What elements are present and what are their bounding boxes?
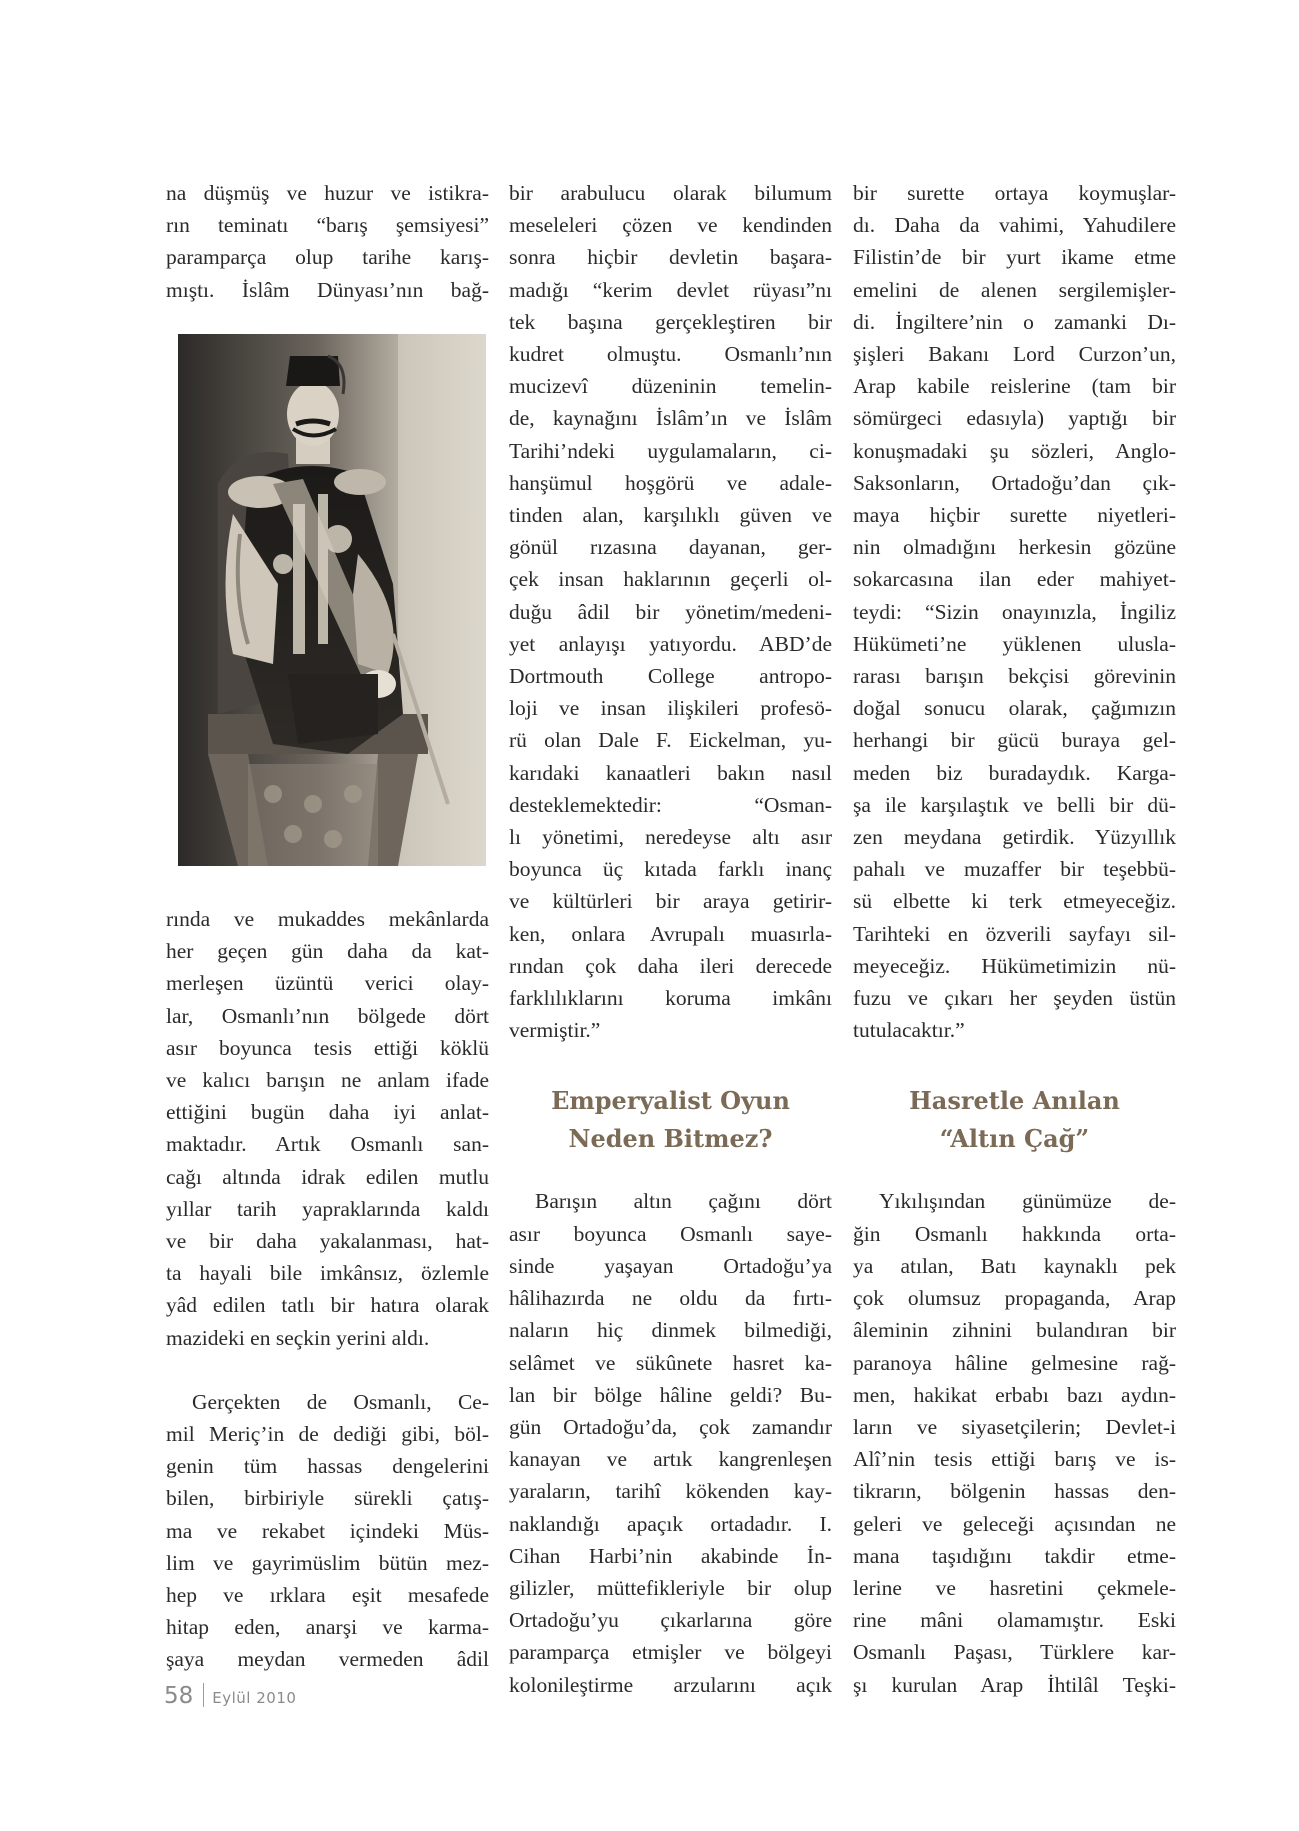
text-line: gönül rızasına dayanan, ger- [509, 535, 832, 560]
text-line: paranoya hâline gelmesine rağ- [853, 1350, 1176, 1375]
text-line: tinden alan, karşılıklı güven ve [509, 503, 832, 528]
text-line: rın teminatı “barış şemsiyesi” [166, 213, 489, 238]
text-line: de, kaynağını İslâm’ın ve İslâm [509, 406, 832, 431]
paragraph [166, 1386, 489, 1676]
text-line: tek başına gerçekleştiren bir [509, 309, 832, 334]
text-line: her geçen gün daha da kat- [166, 939, 489, 964]
text-line: mıştı. İslâm Dünyası’nın bağ- [166, 277, 489, 302]
text-line: fuzu ve çıkarı her şeyden üstün [853, 986, 1176, 1011]
page-number: 58 [164, 1683, 194, 1709]
column-2 [509, 177, 832, 1701]
heading-line: “Altın Çağ” [939, 1124, 1090, 1154]
text-line: herhangi bir gücü buraya gel- [853, 728, 1176, 753]
text-line: sü elbette ki terk etmeyeceğiz. [853, 889, 1176, 914]
text-line: ken, onlara Avrupalı muasırla- [509, 921, 832, 946]
paragraph [509, 177, 832, 1046]
text-line: paramparça etmişler ve bölgeyi [509, 1640, 832, 1665]
text-line: gün Ortadoğu’da, çok zamandır [509, 1414, 832, 1439]
text-line: ve kalıcı barışın ne anlam ifade [166, 1068, 489, 1093]
text-line: naların hiç dinmek bilmediği, [509, 1318, 832, 1343]
column-1-top [166, 177, 489, 306]
text-line: emelini de alenen sergilemişler- [853, 277, 1176, 302]
text-line: sokarcasına ilan eder mahiyet- [853, 567, 1176, 592]
text-line: bir surette ortaya koymuşlar- [853, 181, 1176, 205]
text-line: Yıkılışından günümüze de- [879, 1189, 1176, 1214]
column-3 [853, 177, 1176, 1701]
text-line: genin tüm hassas dengelerini [166, 1454, 489, 1479]
text-line: çek insan haklarının geçerli ol- [509, 567, 832, 592]
text-line: boyunca üç kıtada farklı inanç [509, 857, 832, 882]
text-line: Barışın altın çağını dört [535, 1189, 832, 1214]
text-line: maya hiçbir surette niyetleri- [853, 503, 1176, 528]
section-heading [509, 1082, 832, 1158]
divider [203, 1683, 204, 1707]
text-line: ettiğini bugün daha iyi anlat- [166, 1100, 489, 1125]
heading-line: Emperyalist Oyun [551, 1086, 790, 1116]
text-line: pahalı ve muzaffer bir teşebbü- [853, 857, 1176, 882]
text-line: âleminin zihnini bulandıran bir [853, 1318, 1176, 1343]
text-line: tutulacaktır.” [853, 1018, 965, 1043]
text-line: maktadır. Artık Osmanlı san- [166, 1132, 489, 1157]
text-line: asır boyunca Osmanlı saye- [509, 1221, 832, 1246]
text-line: teydi: “Sizin onayınızla, İngiliz [853, 599, 1176, 624]
text-line: yıllar tarih yapraklarında kaldı [166, 1196, 489, 1221]
paragraph [853, 177, 1176, 1046]
paragraph [853, 1185, 1176, 1700]
text-line: Arap kabile reislerine (tam bir [853, 374, 1176, 399]
text-line: rında ve mukaddes mekânlarda [166, 907, 489, 931]
text-line: na düşmüş ve huzur ve istikra- [166, 181, 489, 205]
paragraph [509, 1185, 832, 1700]
text-line: selâmet ve sükûnete hasret ka- [509, 1350, 832, 1375]
text-line: meyeceğiz. Hükümetimizin nü- [853, 953, 1176, 978]
text-line: karıdaki kanaatleri bakın nasıl [509, 760, 832, 785]
text-line: rü olan Dale F. Eickelman, yu- [509, 728, 832, 753]
text-line: Saksonların, Ortadoğu’dan çık- [853, 470, 1176, 495]
paragraph [166, 903, 489, 1354]
section-heading [853, 1082, 1176, 1158]
text-line: zen meydana getirdik. Yüzyıllık [853, 825, 1176, 850]
text-line: sonra hiçbir devletin başara- [509, 245, 832, 270]
text-line: kudret olmuştu. Osmanlı’nın [509, 342, 832, 367]
text-line: hep ve ırklara eşit mesafede [166, 1583, 489, 1608]
text-line: tikrarın, bölgenin hassas den- [853, 1479, 1176, 1504]
text-line: şa ile karşılaştık ve belli bir dü- [853, 792, 1176, 817]
text-line: şı kurulan Arap İhtilâl Teşki- [853, 1672, 1176, 1697]
text-line: şaya meydan vermeden âdil [166, 1647, 489, 1672]
text-line: geleri ve geleceği açısından ne [853, 1511, 1176, 1536]
text-line: gilizler, müttefikleriyle bir olup [509, 1575, 832, 1600]
text-line: hâlihazırda ne oldu da fırtı- [509, 1286, 832, 1311]
text-line: lı yönetimi, neredeyse altı asır [509, 825, 832, 850]
text-line: Tarihi’ndeki uygulamaların, ci- [509, 438, 832, 463]
text-line: rarası barışın bekçisi görevinin [853, 664, 1176, 689]
text-line: kanayan ve artık kangrenleşen [509, 1447, 832, 1472]
text-line: ta hayali bile imkânsız, özlemle [166, 1261, 489, 1286]
text-line: sömürgeci edasıyla) yaptığı bir [853, 406, 1176, 431]
text-line: madığı “kerim devlet rüyası”nı [509, 277, 832, 302]
text-line: bilen, birbiriyle sürekli çatış- [166, 1486, 489, 1511]
text-line: yâd edilen tatlı bir hatıra olarak [166, 1293, 489, 1318]
heading-line: Hasretle Anılan [909, 1086, 1120, 1116]
text-line: lim ve gayrimüslim bütün mez- [166, 1550, 489, 1575]
text-line: kolonileştirme arzularını açık [509, 1672, 832, 1697]
text-line: lar, Osmanlı’nın bölgede dört [166, 1003, 489, 1028]
text-line: yet anlayışı yatıyordu. ABD’de [509, 631, 832, 656]
text-line: ya atılan, Batı kaynaklı pek [853, 1253, 1176, 1278]
text-line: Gerçekten de Osmanlı, Ce- [192, 1389, 489, 1414]
text-line: dı. Daha da vahimi, Yahudilere [853, 213, 1176, 238]
text-line: mana taşıdığını takdir etme- [853, 1543, 1176, 1568]
text-line: şişleri Bakanı Lord Curzon’un, [853, 342, 1176, 367]
text-line: asır boyunca tesis ettiği köklü [166, 1035, 489, 1060]
text-line: merleşen üzüntü verici olay- [166, 971, 489, 996]
text-line: ve kültürleri bir araya getirir- [509, 889, 832, 914]
text-line: lerine ve hasretini çekmele- [853, 1575, 1176, 1600]
heading-line: Neden Bitmez? [568, 1124, 773, 1154]
text-line: hitap eden, anarşi ve karma- [166, 1615, 489, 1640]
text-line: doğal sonucu olarak, çağımızın [853, 696, 1176, 721]
text-line: bir arabulucu olarak bilumum [509, 181, 832, 205]
issue-date: Eylül 2010 [212, 1689, 297, 1707]
text-line: farklılıklarını koruma imkânı [509, 986, 832, 1011]
text-line: ma ve rekabet içindeki Müs- [166, 1518, 489, 1543]
text-line: lan bir bölge hâline geldi? Bu- [509, 1382, 832, 1407]
sultan-portrait-image [178, 334, 486, 866]
paragraph [166, 177, 489, 306]
text-line: mil Meriç’in de dediği gibi, böl- [166, 1422, 489, 1447]
text-line: desteklemektedir: “Osman- [509, 792, 832, 817]
text-line: mucizevî düzeninin temelin- [509, 374, 832, 399]
text-line: ve bir daha yakalanması, hat- [166, 1229, 489, 1254]
text-line: nin olmadığını herkesin gözüne [853, 535, 1176, 560]
text-line: çok olumsuz propaganda, Arap [853, 1286, 1176, 1311]
text-line: Osmanlı Paşası, Türklere kar- [853, 1640, 1176, 1665]
text-line: Cihan Harbi’nin akabinde İn- [509, 1543, 832, 1568]
text-line: naklandığı apaçık ortadadır. I. [509, 1511, 832, 1536]
column-1-bottom [166, 903, 489, 1676]
text-line: meseleleri çözen ve kendinden [509, 213, 832, 238]
text-line: duğu âdil bir yönetim/medeni- [509, 599, 832, 624]
text-line: paramparça olup tarihe karış- [166, 245, 489, 270]
text-line: loji ve insan ilişkileri profesö- [509, 696, 832, 721]
text-line: hanşümul hoşgörü ve adale- [509, 470, 832, 495]
text-line: Dortmouth College antropo- [509, 664, 832, 689]
text-line: ğin Osmanlı hakkında orta- [853, 1221, 1176, 1246]
page-footer [164, 1683, 296, 1709]
text-line: Alî’nin tesis ettiği barış ve is- [853, 1447, 1176, 1472]
text-line: di. İngiltere’nin o zamanki Dı- [853, 309, 1176, 334]
text-line: Filistin’de bir yurt ikame etme [853, 245, 1176, 270]
text-line: konuşmadaki şu sözleri, Anglo- [853, 438, 1176, 463]
text-line: yaraların, tarihî kökenden kay- [509, 1479, 832, 1504]
portrait-photo [178, 334, 486, 866]
text-line: rından çok daha ileri derecede [509, 953, 832, 978]
text-line: sinde yaşayan Ortadoğu’ya [509, 1253, 832, 1278]
text-line: Hükümeti’ne yüklenen ulusla- [853, 631, 1176, 656]
text-line: men, hakikat erbabı bazı aydın- [853, 1382, 1176, 1407]
text-line: cağı altında idrak edilen mutlu [166, 1164, 489, 1189]
text-line: meden biz buradaydık. Karga- [853, 760, 1176, 785]
text-line: Tarihteki en özverili sayfayı sil- [853, 921, 1176, 946]
text-line: ların ve siyasetçilerin; Devlet-i [853, 1414, 1176, 1439]
text-line: vermiştir.” [509, 1018, 601, 1043]
text-line: mazideki en seçkin yerini aldı. [166, 1325, 430, 1350]
text-line: rine mâni olamamıştır. Eski [853, 1608, 1176, 1633]
text-line: Ortadoğu’yu çıkarlarına göre [509, 1608, 832, 1633]
